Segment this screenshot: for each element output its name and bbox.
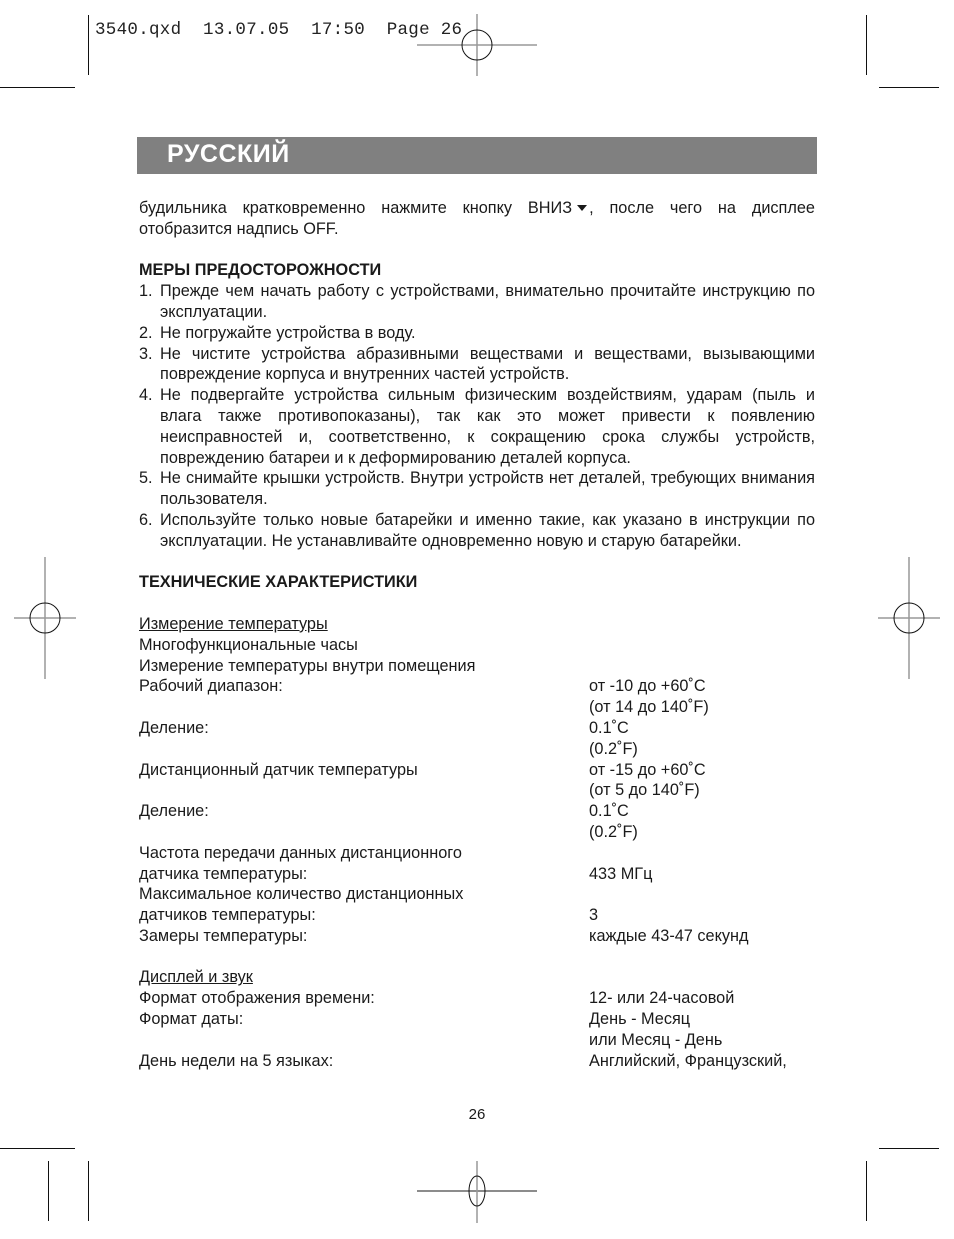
spec-row (139, 697, 815, 718)
spec-value: 3 (589, 906, 599, 925)
spec-row (139, 718, 815, 739)
spec-row (139, 801, 815, 822)
spec-label (139, 822, 589, 843)
slug-file: 3540.qxd (95, 20, 182, 40)
registration-mark-left-icon (14, 557, 76, 679)
list-item (139, 468, 815, 510)
crop-mark-bottom-right-vertical (866, 1161, 867, 1221)
spec-row (139, 1030, 815, 1051)
spec-value (589, 884, 815, 905)
spec-value (589, 843, 815, 864)
spec-row (139, 780, 815, 801)
spec-label (139, 697, 589, 718)
item-number: 5. (139, 469, 153, 488)
spec-label: День недели на 5 языках: (139, 1051, 334, 1070)
spec-row (139, 905, 815, 926)
spec-label: датчика температуры: (139, 864, 308, 883)
item-number: 6. (139, 510, 153, 529)
list-item (139, 385, 815, 468)
intro-text-end: , после чего на дисплее отобразится надпись OFF. (139, 199, 815, 238)
spec-value: 0.1˚C (589, 718, 629, 737)
spec-value: каждые 43-47 секунд (589, 926, 749, 945)
spec-row (139, 884, 815, 905)
spec-label: Формат отображения времени: (139, 989, 375, 1008)
list-item (139, 323, 815, 344)
spec-label: Рабочий диапазон: (139, 677, 283, 696)
crop-mark-top-right-horizontal (879, 87, 939, 88)
item-text: Используйте только новые батарейки и именно такие, как указано в инструкции по эксплуатации. Не устанавливайте одновременно новую и старую батарейки. (160, 510, 815, 550)
item-number: 3. (139, 344, 153, 363)
spec-label: Максимальное количество дистанционных (139, 885, 464, 904)
spec-row (139, 864, 815, 885)
spec-label: Формат даты: (139, 1010, 244, 1029)
spec-value: (от 14 до 140˚F) (589, 698, 709, 717)
item-text: Не чистите устройства абразивными веществами и веществами, вызывающими повреждение корпуса и внутренних частей устройств. (160, 344, 815, 384)
list-item (139, 281, 815, 323)
item-text: Не погружайте устройства в воду. (160, 323, 416, 342)
spec-value: День - Месяц (589, 1010, 691, 1029)
spec-value: 0.1˚C (589, 802, 629, 821)
spec-label: Замеры температуры: (139, 926, 308, 945)
registration-mark-top-icon (417, 14, 537, 76)
spec-label: Деление: (139, 802, 209, 821)
precautions-heading: МЕРЫ ПРЕДОСТОРОЖНОСТИ (139, 261, 382, 280)
item-number: 4. (139, 386, 153, 405)
crop-mark-bottom-left-vertical-2 (88, 1161, 89, 1221)
spec-line: Измерение температуры внутри помещения (139, 656, 476, 675)
crop-mark-top-right-vertical (866, 15, 867, 75)
spec-value: от -10 до +60˚C (589, 677, 706, 696)
precautions-list (139, 281, 815, 551)
spec-label: датчиков температуры: (139, 906, 316, 925)
slug-time: 17:50 (311, 20, 366, 40)
slug-date: 13.07.05 (203, 20, 290, 40)
list-item (139, 344, 815, 386)
page-number: 26 (468, 1106, 486, 1123)
specs-heading: ТЕХНИЧЕСКИЕ ХАРАКТЕРИСТИКИ (139, 573, 418, 592)
crop-mark-bottom-right-horizontal (879, 1148, 939, 1149)
temperature-subtitle: Измерение температуры (139, 614, 328, 633)
registration-mark-bottom-icon (417, 1161, 537, 1223)
list-item (139, 510, 815, 552)
spec-row (139, 843, 815, 864)
spec-row (139, 988, 815, 1009)
crop-mark-top-left-vertical (88, 15, 89, 75)
spec-value: или Месяц - День (589, 1030, 723, 1049)
spec-value: 12- или 24-часовой (589, 989, 735, 1008)
crop-mark-bottom-left-vertical (48, 1161, 49, 1221)
spec-value: от -15 до +60˚C (589, 760, 706, 779)
spec-row (139, 739, 815, 760)
intro-paragraph (139, 198, 815, 240)
spec-value: 433 МГц (589, 864, 653, 883)
spec-label: Частота передачи данных дистанционного (139, 843, 462, 862)
registration-mark-right-icon (878, 557, 940, 679)
specs-display-section (139, 967, 815, 1071)
spec-label: Деление: (139, 718, 209, 737)
spec-label (139, 739, 589, 760)
language-header-bar (137, 137, 817, 174)
display-subtitle: Дисплей и звук (139, 968, 253, 987)
spec-row (139, 1051, 815, 1072)
spec-value: (от 5 до 140˚F) (589, 781, 700, 800)
spec-label: Дистанционный датчик температуры (139, 760, 418, 779)
spec-value: (0.2˚F) (589, 822, 638, 841)
item-text: Прежде чем начать работу с устройствами, внимательно прочитайте инструкцию по эксплуатации. (160, 282, 815, 321)
spec-value: (0.2˚F) (589, 739, 638, 758)
intro-text-start: будильника кратковременно нажмите кнопку ВНИЗ (139, 199, 573, 217)
triangle-down-icon (577, 205, 587, 211)
spec-value: Английский, Французский, (589, 1051, 787, 1070)
spec-label (139, 1030, 589, 1051)
item-text: Не снимайте крышки устройств. Внутри устройств нет деталей, требующих внимания пользователя. (160, 469, 815, 509)
spec-row (139, 760, 815, 781)
specs-temperature-section (139, 614, 815, 947)
item-number: 1. (139, 282, 153, 301)
spec-label (139, 780, 589, 801)
spec-line: Многофункциональные часы (139, 635, 358, 654)
spec-row (139, 926, 815, 947)
spec-row (139, 1009, 815, 1030)
slug-page: Page 26 (386, 20, 463, 40)
crop-mark-top-left-horizontal (0, 87, 75, 88)
spec-row (139, 676, 815, 697)
item-number: 2. (139, 323, 153, 342)
main-content (139, 198, 815, 1071)
slug-line (95, 20, 462, 40)
item-text: Не подвергайте устройства сильным физическим воздействиям, ударам (пыль и влага также противопоказаны), так как это может привести к появлению неисправностей и, соответственно, к сокращению срока службы устройств, повреждению батареи и к деформированию деталей корпуса. (160, 386, 815, 467)
language-title: РУССКИЙ (167, 140, 290, 168)
crop-mark-bottom-left-horizontal-2 (0, 1148, 75, 1149)
spec-row (139, 822, 815, 843)
